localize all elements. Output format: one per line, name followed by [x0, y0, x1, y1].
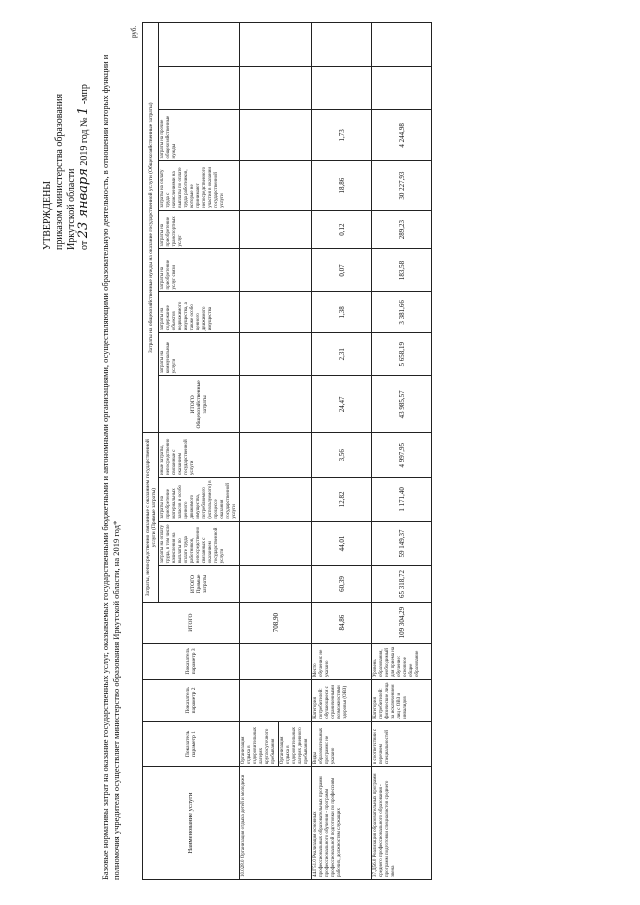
header-communication: затраты на приобретение услуг связи — [159, 249, 240, 292]
row1-param3 — [240, 643, 312, 679]
row3-c13 — [372, 23, 432, 67]
row1-service: 10.028.0 Организация отдыха детей и молодежи — [240, 767, 312, 880]
row2-utilities: 2,31 — [312, 333, 372, 376]
row1-param1a: Организация отдыха в оздоровительных лагерях круглосуточного пребывания — [240, 721, 279, 766]
row2-communication: 0,07 — [312, 249, 372, 292]
approval-line1: приказом министерства образования — [54, 93, 65, 250]
header-direct-salary: затраты на оплату труда, в том числе начисления на выплаты по оплате труда работников, непосредственно связанных с оказанием государственной услуги — [159, 521, 240, 566]
row2-c12 — [312, 67, 372, 110]
row2-param1: Виды образовательных программ: не указано — [312, 721, 372, 766]
header-direct-costs-group: Затраты, непосредственно связанные с оказанием государственной услуги (Прямые затраты) — [143, 433, 159, 602]
header-general-costs-group: Затраты на общехозяйственные нужды на оказание государственной услуги (Общехозяйственные затраты) — [143, 23, 159, 433]
row1-c9 — [240, 210, 312, 249]
row1-param2 — [240, 679, 312, 721]
row1-c7 — [240, 292, 312, 333]
row2-transport: 0,12 — [312, 210, 372, 249]
cost-table — [142, 22, 432, 880]
header-blank1 — [159, 67, 240, 110]
header-transport: затраты на приобретение транспортных услуг — [159, 210, 240, 249]
approval-line2: Иркутской области — [66, 168, 77, 250]
header-total: ИТОГО — [143, 602, 240, 643]
row1-c8 — [240, 249, 312, 292]
handwritten-date: 23 января — [76, 168, 91, 239]
row1-c6 — [240, 333, 312, 376]
row3-direct-materials: 1 171,40 — [372, 477, 432, 521]
row3-c12 — [372, 67, 432, 110]
row2-service: 44.Г51.0 Реализация основных профессиональных образовательных программ профессионального обучения - программ профессиональной подготовки по профессиям рабочих, должностям служащих — [312, 767, 372, 880]
row3-other-general: 4 244,98 — [372, 110, 432, 161]
row1-c12 — [240, 67, 312, 110]
row1-c4 — [240, 433, 312, 478]
unit-label: руб. — [130, 25, 138, 38]
row3-param1: в соответствии с перечнем специальностей — [372, 721, 432, 766]
row3-transport: 289,23 — [372, 210, 432, 249]
document-title: Базовые нормативы затрат на оказание государственных услуг, оказываемых государственными бюджетными и автономными организациями, осуществляющими образовательную деятельность, в отношении которых функции и полномочия учредителя осуществляет министерство образования Иркутской области, на 2019 год* — [100, 54, 121, 880]
row2-general-total: 24,47 — [312, 376, 372, 433]
header-property: затраты на содержание объектов недвижимого имущества, а также особо ценного движимого имущества — [159, 292, 240, 333]
header-param1: Показатель параметр 1 — [143, 721, 240, 766]
header-direct-other: иные затраты, непосредственно связанные с оказанием государственной услуги — [159, 433, 240, 478]
row2-direct-materials: 12,82 — [312, 477, 372, 521]
row2-direct-total: 60,39 — [312, 566, 372, 603]
row3-service: 37.Д56.0 Реализация образовательных программ среднего профессионального образования - программ подготовки специалистов среднего звена — [372, 767, 432, 880]
row3-param2: Категория потребителей: физические лица за исключением лиц с ОВЗ и инвалидов — [372, 679, 432, 721]
row3-property: 3 381,66 — [372, 292, 432, 333]
row1-c3 — [240, 477, 312, 521]
row1-c5 — [240, 376, 312, 433]
row1-c2 — [240, 521, 312, 566]
approval-date-line: от 23 января 2019 год № 1 -мпр — [76, 84, 91, 250]
row2-param3: Место обучения: не указано — [312, 643, 372, 679]
row1-c10 — [240, 161, 312, 210]
approval-heading: УТВЕРЖДЕНЫ — [42, 180, 53, 250]
header-general-total: ИТОГО Общехозяйственные затраты — [159, 376, 240, 433]
row1-c1 — [240, 566, 312, 603]
header-utilities: затраты на коммунальные услуги — [159, 333, 240, 376]
handwritten-number: 1 — [76, 106, 91, 115]
row2-c13 — [312, 23, 372, 67]
row3-utilities: 5 658,19 — [372, 333, 432, 376]
header-blank2 — [159, 23, 240, 67]
row3-staff-salary: 30 227,93 — [372, 161, 432, 210]
row3-communication: 183,58 — [372, 249, 432, 292]
header-param2: Показатель параметр 2 — [143, 679, 240, 721]
header-param3: Показатель параметр 3 — [143, 643, 240, 679]
row2-param2: Категория потребителей: обучающиеся с ограниченными возможностями здоровья (ОВЗ) — [312, 679, 372, 721]
row1-param1b: Организация отдыха в оздоровительных лагерях дневного пребывания — [279, 721, 312, 766]
row3-direct-total: 65 318,72 — [372, 566, 432, 603]
row3-param3: Уровень образования, необходимый для приема на обучение: основное общее образование — [372, 643, 432, 679]
row2-other-general: 1,73 — [312, 110, 372, 161]
row2-property: 1,38 — [312, 292, 372, 333]
row1-c11 — [240, 110, 312, 161]
header-service-name: Наименование услуги — [143, 767, 240, 880]
row2-total: 84,86 — [312, 602, 372, 643]
header-direct-total: ИТОГО Прямые затраты — [159, 566, 240, 603]
row3-direct-salary: 59 149,37 — [372, 521, 432, 566]
row3-direct-other: 4 997,95 — [372, 433, 432, 478]
row3-total: 109 304,29 — [372, 602, 432, 643]
row2-direct-other: 3,56 — [312, 433, 372, 478]
row2-staff-salary: 18,86 — [312, 161, 372, 210]
header-other-general: затраты на прочие общехозяйственные нужды — [159, 110, 240, 161]
approval-block — [42, 84, 91, 250]
header-staff-salary: затраты на оплату труда с начислениями на выплаты по оплате труда работников, которые не принимают непосредственного участия в оказании государственной услуги — [159, 161, 240, 210]
row1-total: 708,90 — [240, 602, 312, 643]
header-direct-materials: затраты на приобретение материальных запасов и особо ценного движимого имущества, потребляемого (используемого) в процессе оказания государственной услуги — [159, 477, 240, 521]
row2-direct-salary: 44,01 — [312, 521, 372, 566]
row1-c13 — [240, 23, 312, 67]
row3-general-total: 43 985,57 — [372, 376, 432, 433]
